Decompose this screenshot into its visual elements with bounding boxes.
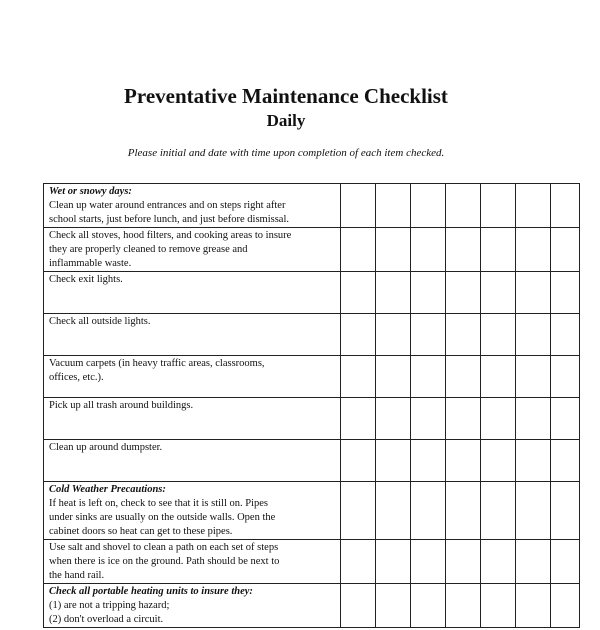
initial-date-cell[interactable]	[411, 356, 446, 398]
initial-date-cell[interactable]	[516, 584, 551, 628]
initial-date-cell[interactable]	[376, 272, 411, 314]
task-text-line: inflammable waste.	[49, 258, 132, 269]
task-description-cell	[44, 228, 341, 272]
task-heading: Check all portable heating units to insure they:	[49, 586, 253, 597]
initial-date-cell[interactable]	[551, 440, 580, 482]
task-description-cell	[44, 440, 341, 482]
task-text-line: Check all stoves, hood filters, and cooking areas to insure	[49, 230, 292, 241]
initial-date-cell[interactable]	[411, 184, 446, 228]
checklist-row	[44, 228, 580, 272]
task-text-line: Check all outside lights.	[49, 316, 151, 327]
initial-date-cell[interactable]	[516, 398, 551, 440]
initial-date-cell[interactable]	[411, 272, 446, 314]
initial-date-cell[interactable]	[516, 482, 551, 540]
initial-date-cell[interactable]	[551, 356, 580, 398]
task-description-cell	[44, 314, 341, 356]
task-text-line: the hand rail.	[49, 570, 105, 581]
checklist-row	[44, 272, 580, 314]
task-text-line: they are properly cleaned to remove grease and	[49, 244, 248, 255]
task-text-line: offices, etc.).	[49, 372, 104, 383]
initial-date-cell[interactable]	[376, 482, 411, 540]
initial-date-cell[interactable]	[376, 228, 411, 272]
initial-date-cell[interactable]	[481, 314, 516, 356]
initial-date-cell[interactable]	[481, 584, 516, 628]
initial-date-cell[interactable]	[376, 398, 411, 440]
task-text-line: If heat is left on, check to see that it is still on. Pipes	[49, 498, 268, 509]
initial-date-cell[interactable]	[551, 482, 580, 540]
initial-date-cell[interactable]	[481, 356, 516, 398]
initial-date-cell[interactable]	[341, 440, 376, 482]
initial-date-cell[interactable]	[411, 540, 446, 584]
task-text-line: Pick up all trash around buildings.	[49, 400, 194, 411]
initial-date-cell[interactable]	[551, 540, 580, 584]
initial-date-cell[interactable]	[516, 540, 551, 584]
task-heading: Wet or snowy days:	[49, 186, 132, 197]
task-heading: Cold Weather Precautions:	[49, 484, 166, 495]
initial-date-cell[interactable]	[341, 314, 376, 356]
initial-date-cell[interactable]	[516, 314, 551, 356]
initial-date-cell[interactable]	[411, 440, 446, 482]
initial-date-cell[interactable]	[551, 398, 580, 440]
checklist-row	[44, 356, 580, 398]
checklist-row	[44, 482, 580, 540]
checklist-row	[44, 440, 580, 482]
task-description-cell	[44, 540, 341, 584]
page-title: Preventative Maintenance Checklist	[124, 84, 448, 108]
task-text-line: Use salt and shovel to clean a path on each set of steps	[49, 542, 279, 553]
initial-date-cell[interactable]	[481, 440, 516, 482]
instructions-text: Please initial and date with time upon completion of each item checked.	[127, 147, 445, 159]
initial-date-cell[interactable]	[411, 398, 446, 440]
initial-date-cell[interactable]	[411, 584, 446, 628]
initial-date-cell[interactable]	[341, 356, 376, 398]
initial-date-cell[interactable]	[376, 540, 411, 584]
checklist-row	[44, 584, 580, 628]
initial-date-cell[interactable]	[376, 314, 411, 356]
initial-date-cell[interactable]	[376, 584, 411, 628]
initial-date-cell[interactable]	[516, 440, 551, 482]
initial-date-cell[interactable]	[481, 184, 516, 228]
initial-date-cell[interactable]	[411, 314, 446, 356]
task-description-cell	[44, 584, 341, 628]
initial-date-cell[interactable]	[411, 228, 446, 272]
page-subtitle: Daily	[266, 111, 306, 130]
initial-date-cell[interactable]	[376, 184, 411, 228]
task-text-line: (2) don't overload a circuit.	[49, 614, 164, 625]
initial-date-cell[interactable]	[341, 228, 376, 272]
initial-date-cell[interactable]	[376, 356, 411, 398]
initial-date-cell[interactable]	[446, 540, 481, 584]
initial-date-cell[interactable]	[516, 272, 551, 314]
initial-date-cell[interactable]	[341, 540, 376, 584]
checklist-row	[44, 540, 580, 584]
initial-date-cell[interactable]	[516, 356, 551, 398]
task-text-line: (1) are not a tripping hazard;	[49, 600, 170, 611]
initial-date-cell[interactable]	[481, 540, 516, 584]
initial-date-cell[interactable]	[481, 482, 516, 540]
initial-date-cell[interactable]	[446, 272, 481, 314]
initial-date-cell[interactable]	[446, 584, 481, 628]
initial-date-cell[interactable]	[341, 482, 376, 540]
initial-date-cell[interactable]	[446, 398, 481, 440]
initial-date-cell[interactable]	[341, 272, 376, 314]
checklist-table	[43, 183, 580, 628]
checklist-row	[44, 314, 580, 356]
task-description-cell	[44, 356, 341, 398]
task-text-line: school starts, just before lunch, and just before dismissal.	[49, 214, 289, 225]
initial-date-cell[interactable]	[551, 184, 580, 228]
task-text-line: Clean up water around entrances and on steps right after	[49, 200, 286, 211]
initial-date-cell[interactable]	[516, 228, 551, 272]
task-text-line: Check exit lights.	[49, 274, 123, 285]
initial-date-cell[interactable]	[516, 184, 551, 228]
task-description-cell	[44, 272, 341, 314]
task-description-cell	[44, 482, 341, 540]
initial-date-cell[interactable]	[446, 440, 481, 482]
initial-date-cell[interactable]	[551, 272, 580, 314]
initial-date-cell[interactable]	[341, 184, 376, 228]
initial-date-cell[interactable]	[446, 314, 481, 356]
initial-date-cell[interactable]	[551, 314, 580, 356]
task-text-line: when there is ice on the ground. Path should be next to	[49, 556, 280, 567]
task-text-line: under sinks are usually on the outside walls. Open the	[49, 512, 276, 523]
initial-date-cell[interactable]	[411, 482, 446, 540]
initial-date-cell[interactable]	[551, 584, 580, 628]
initial-date-cell[interactable]	[446, 228, 481, 272]
initial-date-cell[interactable]	[481, 398, 516, 440]
checklist-row	[44, 184, 580, 228]
initial-date-cell[interactable]	[341, 584, 376, 628]
initial-date-cell[interactable]	[341, 398, 376, 440]
initial-date-cell[interactable]	[481, 228, 516, 272]
initial-date-cell[interactable]	[446, 356, 481, 398]
checklist-row	[44, 398, 580, 440]
initial-date-cell[interactable]	[551, 228, 580, 272]
task-text-line: Vacuum carpets (in heavy traffic areas, classrooms,	[49, 358, 265, 369]
task-description-cell	[44, 398, 341, 440]
task-description-cell	[44, 184, 341, 228]
task-text-line: cabinet doors so heat can get to these pipes.	[49, 526, 233, 537]
initial-date-cell[interactable]	[376, 440, 411, 482]
initial-date-cell[interactable]	[446, 184, 481, 228]
initial-date-cell[interactable]	[446, 482, 481, 540]
initial-date-cell[interactable]	[481, 272, 516, 314]
task-text-line: Clean up around dumpster.	[49, 442, 163, 453]
